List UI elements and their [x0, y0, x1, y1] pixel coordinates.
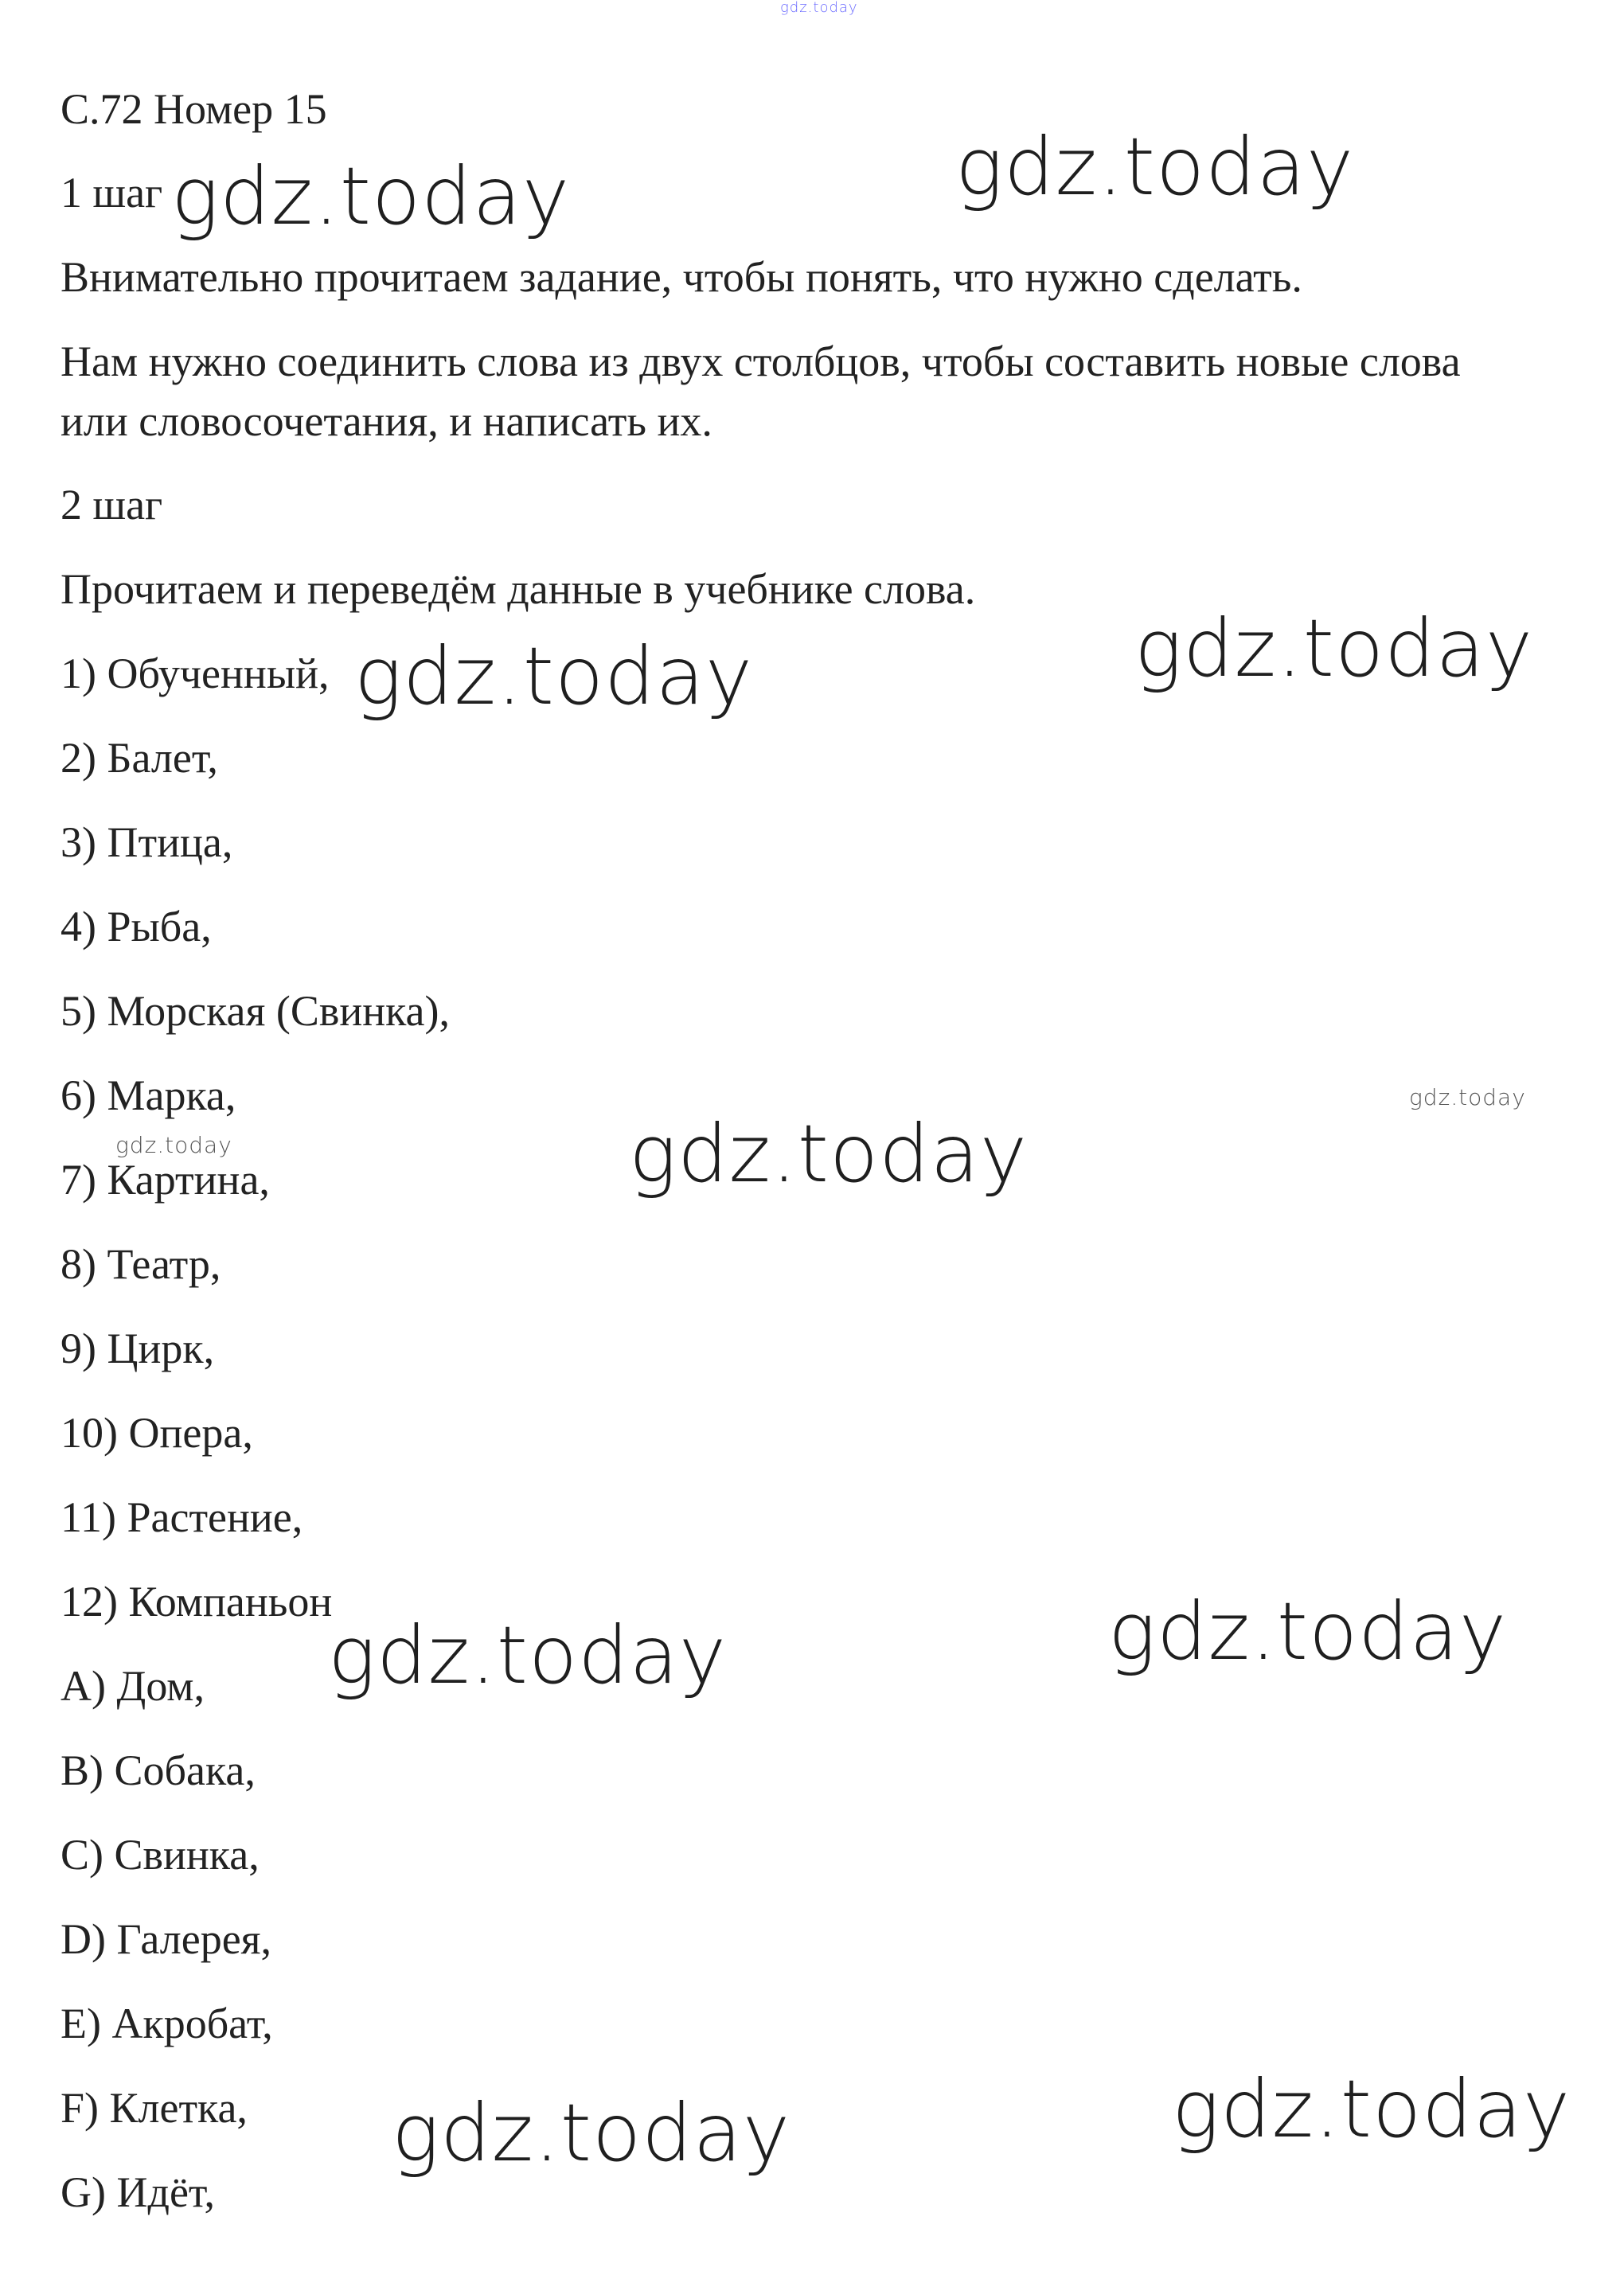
list-item: F) Клетка, [61, 2084, 248, 2132]
list-item: A) Дом, [61, 1662, 205, 1710]
watermark: gdz.today [115, 1132, 232, 1158]
list-item: 6) Марка, [61, 1071, 236, 1119]
watermark: gdz.today [171, 150, 571, 243]
list-item: 5) Морская (Свинка), [61, 987, 451, 1035]
step1-label: 1 шаг [61, 169, 163, 217]
step2-intro: Прочитаем и переведём данные в учебнике слова. [61, 565, 976, 613]
watermark: gdz.today [354, 630, 754, 723]
list-item: B) Собака, [61, 1746, 256, 1794]
list-item: 4) Рыба, [61, 903, 212, 950]
list-item: 2) Балет, [61, 734, 218, 782]
step1-paragraph2-line2: или словосочетания, и написать их. [61, 397, 712, 445]
header-watermark: gdz.today [780, 0, 858, 16]
list-item: D) Галерея, [61, 1915, 272, 1963]
step1-paragraph1: Внимательно прочитаем задание, чтобы понять, что нужно сделать. [61, 253, 1302, 301]
watermark: gdz.today [1409, 1084, 1526, 1110]
list-item: 7) Картина, [61, 1156, 270, 1204]
watermark: gdz.today [1134, 602, 1534, 695]
page-title: С.72 Номер 15 [61, 85, 327, 133]
list-item: C) Свинка, [61, 1831, 260, 1879]
list-item: 3) Птица, [61, 818, 233, 866]
watermark: gdz.today [392, 2086, 791, 2179]
watermark: gdz.today [1172, 2062, 1571, 2156]
watermark: gdz.today [1108, 1585, 1508, 1678]
watermark: gdz.today [955, 120, 1355, 213]
step2-label: 2 шаг [61, 481, 163, 529]
step1-paragraph2-line1: Нам нужно соединить слова из двух столбцов, чтобы составить новые слова [61, 338, 1461, 385]
watermark: gdz.today [328, 1609, 728, 1702]
list-item: 11) Растение, [61, 1493, 303, 1541]
list-item: 12) Компаньон [61, 1578, 333, 1625]
list-item: G) Идёт, [61, 2168, 215, 2216]
list-item: E) Акробат, [61, 2000, 273, 2047]
list-item: 1) Обученный, [61, 650, 330, 697]
list-item: 10) Опера, [61, 1409, 253, 1457]
watermark: gdz.today [629, 1107, 1029, 1200]
list-item: 8) Театр, [61, 1240, 221, 1288]
list-item: 9) Цирк, [61, 1325, 215, 1372]
